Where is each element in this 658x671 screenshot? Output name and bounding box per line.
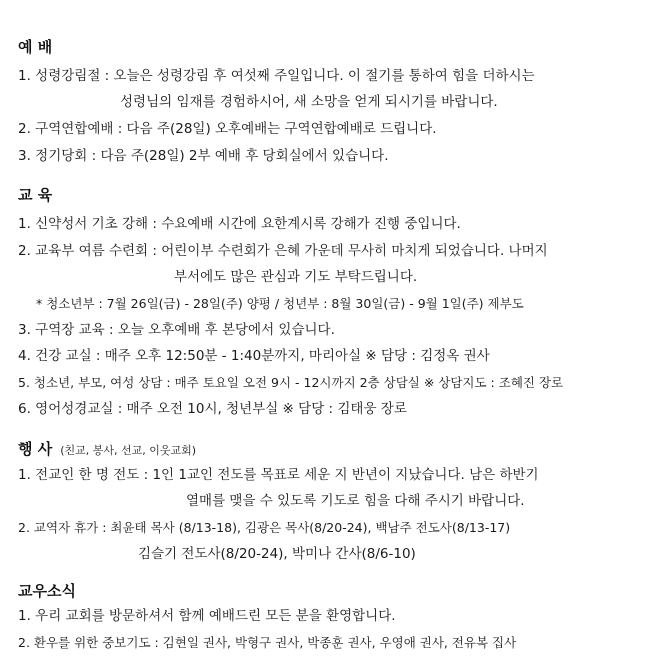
worship-item-1-cont: 성령님의 임재를 경험하시어, 새 소망을 얻게 되시기를 바랍니다. [120, 94, 498, 110]
education-heading: 교 육 [18, 186, 53, 204]
education-item-2: 2. 교육부 여름 수련회 : 어린이부 수련회가 은혜 가운데 무사히 마치게 되었습니다. 나머지 [18, 243, 548, 259]
worship-item-1: 1. 성령강림절 : 오늘은 성령강림 후 여섯째 주일입니다. 이 절기를 통하여 힘을 더하시는 [18, 68, 535, 84]
events-item-2-cont: 김슬기 전도사(8/20-24), 박미나 간사(8/6-10) [138, 546, 416, 562]
worship-item-2: 2. 구역연합예배 : 다음 주(28일) 오후예배는 구역연합예배로 드립니다. [18, 121, 437, 137]
education-item-3: 3. 구역장 교육 : 오늘 오후예배 후 본당에서 있습니다. [18, 322, 335, 338]
worship-item-3: 3. 정기당회 : 다음 주(28일) 2부 예배 후 당회실에서 있습니다. [18, 148, 389, 164]
members-heading: 교우소식 [18, 582, 76, 600]
education-item-5: 5. 청소년, 부모, 여성 상담 : 매주 토요일 오전 9시 - 12시까지 2층 상담실 ※ 상담지도 : 조혜진 장로 [18, 375, 564, 390]
members-item-2: 2. 환우를 위한 중보기도 : 김현일 권사, 박형구 권사, 박종훈 권사, 우영애 권사, 전유복 집사 [18, 635, 517, 650]
education-item-2-cont: 부서에도 많은 관심과 기도 부탁드립니다. [174, 269, 418, 285]
education-item-6: 6. 영어성경교실 : 매주 오전 10시, 청년부실 ※ 담당 : 김태웅 장로 [18, 401, 407, 417]
members-item-1: 1. 우리 교회를 방문하셔서 함께 예배드린 모든 분을 환영합니다. [18, 608, 396, 624]
education-item-4: 4. 건강 교실 : 매주 오후 12:50분 - 1:40분까지, 마리아실 ※ 담당 : 김정옥 권사 [18, 348, 490, 364]
events-heading-sub: (친교, 봉사, 선교, 이웃교회) [60, 444, 197, 457]
events-item-2: 2. 교역자 휴가 : 최윤태 목사 (8/13-18), 김광은 목사(8/20-24), 백남주 전도사(8/13-17) [18, 520, 511, 535]
events-item-1-cont: 열매를 맺을 수 있도록 기도로 힘을 다해 주시기 바랍니다. [186, 493, 525, 509]
events-heading-title: 행 사 [18, 440, 53, 458]
worship-heading: 예 배 [18, 38, 53, 56]
events-heading [18, 438, 196, 459]
education-retreat-schedule: * 청소년부 : 7월 26일(금) - 28일(주) 양평 / 청년부 : 8월 30일(금) - 9월 1일(주) 제부도 [36, 296, 524, 311]
education-item-1: 1. 신약성서 기초 강해 : 수요예배 시간에 요한계시록 강해가 진행 중입니다. [18, 216, 461, 232]
events-item-1: 1. 전교인 한 명 전도 : 1인 1교인 전도를 목표로 세운 지 반년이 지났습니다. 남은 하반기 [18, 467, 539, 483]
